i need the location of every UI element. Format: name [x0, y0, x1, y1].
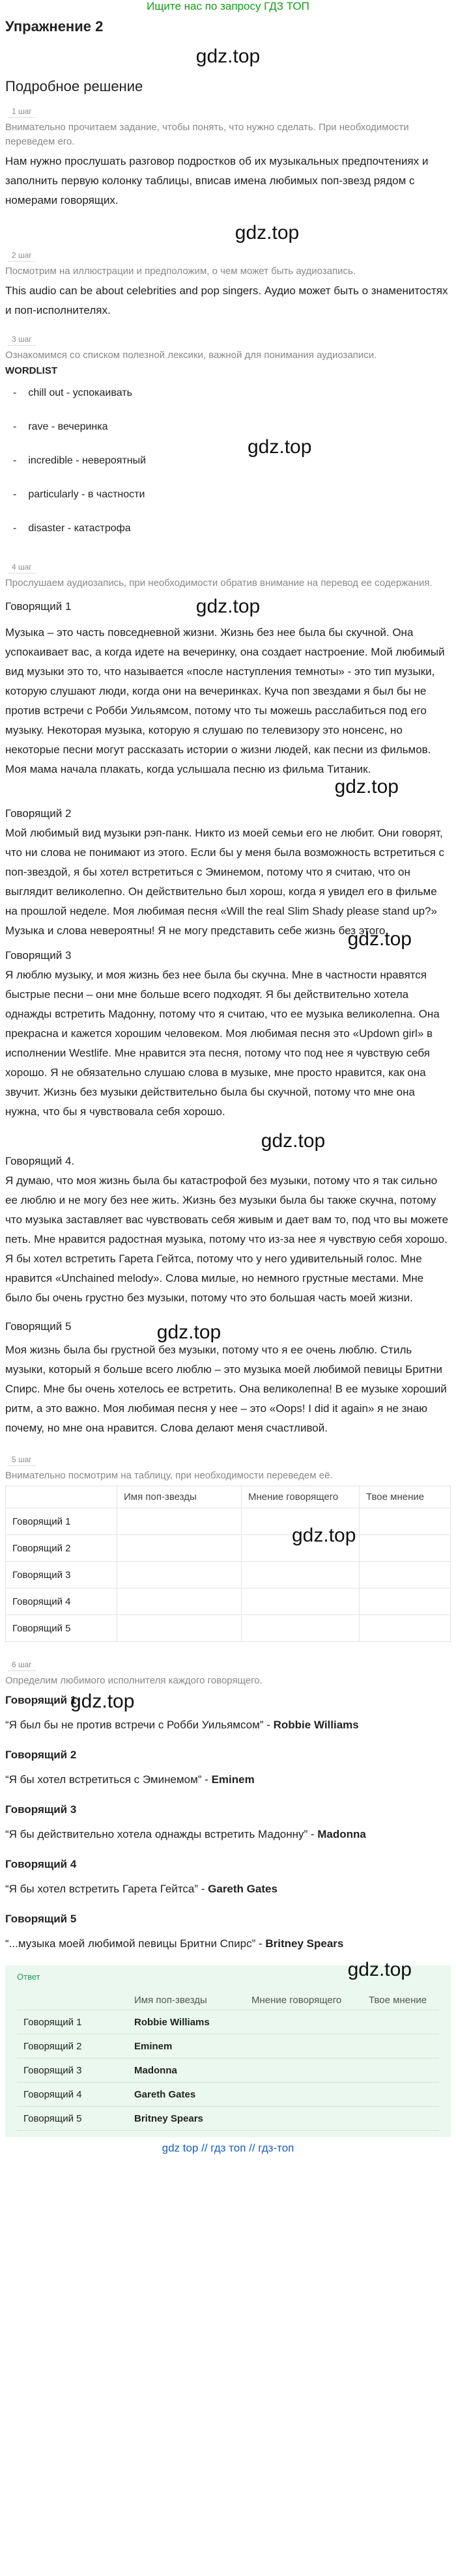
step-4	[5, 561, 451, 1438]
speaker-artist: Madonna	[317, 1828, 366, 1840]
speaker-answer: “...музыка моей любимой певицы Бритни Спирс” - Britney Spears	[5, 1937, 344, 1950]
speaker-label: Говорящий 3	[5, 1803, 77, 1816]
table-header	[17, 1991, 128, 2010]
table-cell: Говорящий 1	[17, 2010, 128, 2034]
top-banner-link[interactable]: Ищите нас по запросу ГДЗ ТОП	[147, 0, 309, 12]
bottom-banner-link[interactable]: gdz top // гдз топ // гдз-топ	[162, 2142, 294, 2154]
table-header-row	[17, 1991, 439, 2010]
speaker-quote: “Я был бы не против встречи с Робби Уильямсом”	[5, 1719, 264, 1731]
step-label: 2 шаг	[8, 249, 36, 262]
table-row	[17, 2010, 439, 2034]
table-cell: Говорящий 2	[17, 2034, 128, 2058]
table-cell: Говорящий 5	[6, 1615, 117, 1642]
watermark: gdz.top	[156, 1322, 221, 1343]
speaker-artist: Gareth Gates	[208, 1883, 278, 1895]
step-label: 5 шаг	[8, 1454, 36, 1466]
speaker-text: Я думаю, что моя жизнь была бы катастрофой без музыки, потому что я так сильно ее люблю и не могу без нее жить. Жизнь без музыки была бы также скучна, потому что музыка заставляет вас чувствовать себя живым и дает вам то, под что вы можете петь. Мне нравится радостная музыка, потому что из-за нее я чувствую себя хорошо. Я бы хотел встретить Гарета Гейтса, потому что у него удивительный голос. Мне нравится «Unchained melody». Слова милые, но немного грустные местами. Мне было бы очень грустно без музыки, потому что это большая часть моей жизни.	[5, 1174, 449, 1304]
table-cell: Говорящий 3	[6, 1562, 117, 1588]
table-cell: Madonna	[128, 2058, 245, 2083]
speaker-label: Говорящий 5	[5, 1913, 77, 1925]
step-hint: Ознакомимся со списком полезной лексики, важной для понимания аудиозаписи.	[5, 350, 377, 361]
section-title: Подробное решение	[5, 78, 143, 94]
speaker-label: Говорящий 3	[5, 949, 72, 962]
step-hint: Внимательно посмотрим на таблицу, при необходимости переведем её.	[5, 1470, 333, 1481]
step-hint: Посмотрим на иллюстрации и предположим, о чем может быть аудиозапись.	[5, 266, 356, 277]
speaker-quote: “Я бы хотел встретиться с Эминемом”	[5, 1773, 202, 1786]
table-cell: Говорящий 4	[6, 1588, 117, 1615]
table-header: Имя поп-звезды	[128, 1991, 245, 2010]
step-label: 4 шаг	[8, 561, 36, 574]
speaker-text: Музыка – это часть повседневной жизни. Жизнь без нее была бы скучной. Она успокаивает вас, а когда идете на вечеринку, она создает настроение. Мой любимый вид музыки это то, что называется «после наступления темноты» - это тип музыки, которую слушают люди, когда они на вечеринках. Куча поп звездами я был бы не против встречи с Робби Уильямсом, потому что ты можешь расслабиться под его музыку. Некоторая музыка, которую я слушаю по телевизору это нонсенс, но некоторые песни могут рассказать истории о жизни людей, как песни из фильмов. Моя мама начала плакать, когда услышала песню из фильма Титаник.	[5, 626, 445, 775]
wordlist-item: - disaster - катастрофа	[13, 512, 451, 546]
table-row	[17, 2034, 439, 2058]
speaker-label: Говорящий 4	[5, 1858, 77, 1870]
step-hint: Внимательно прочитаем задание, чтобы понять, что нужно сделать. При необходимости переведем его.	[5, 122, 409, 147]
watermark: gdz.top	[292, 1525, 356, 1546]
table-cell: Eminem	[128, 2034, 245, 2058]
step-hint: Прослушаем аудиозапись, при необходимости обратив внимание на перевод ее содержания.	[5, 577, 433, 589]
table-cell: Говорящий 2	[6, 1535, 117, 1562]
table-cell: Говорящий 5	[17, 2107, 128, 2131]
wordlist-heading: WORDLIST	[5, 365, 57, 376]
table-header: Твое мнение	[362, 1991, 439, 2010]
table-header: Мнение говорящего	[245, 1991, 362, 2010]
table-row	[17, 2107, 439, 2131]
speaker-quote: “...музыка моей любимой певицы Бритни Спирс”	[5, 1937, 256, 1950]
wordlist-item: - particularly - в частности	[13, 478, 451, 512]
watermark: gdz.top	[334, 776, 399, 797]
watermark: gdz.top	[195, 46, 261, 67]
watermark: gdz.top	[70, 1691, 135, 1712]
table-wrap	[5, 1486, 451, 1642]
table-cell: Говорящий 3	[17, 2058, 128, 2083]
table-cell: Говорящий 1	[6, 1508, 117, 1535]
step-2	[5, 249, 451, 320]
speaker-answer: “Я бы действительно хотела однажды встретить Мадонну” - Madonna	[5, 1828, 366, 1840]
watermark: gdz.top	[261, 1130, 326, 1152]
bottom-banner	[5, 2141, 451, 2155]
answer-section	[5, 1959, 451, 2137]
table-cell: Robbie Williams	[128, 2010, 245, 2034]
empty-table	[5, 1486, 451, 1642]
table-row	[6, 1508, 451, 1535]
table-row	[17, 2083, 439, 2107]
table-header-row	[6, 1486, 451, 1508]
table-header: Твое мнение	[360, 1486, 451, 1508]
speaker-label: Говорящий 1	[5, 600, 72, 613]
speaker-label: Говорящий 1	[5, 1694, 77, 1706]
table-header: Мнение говорящего	[242, 1486, 360, 1508]
table-cell: Gareth Gates	[128, 2083, 245, 2107]
watermark: gdz.top	[195, 596, 261, 617]
speaker-artist: Britney Spears	[265, 1937, 344, 1950]
table-row	[6, 1535, 451, 1562]
step-1	[5, 105, 451, 210]
wordlist-item: - incredible - невероятный	[13, 444, 451, 478]
speaker-text: Мой любимый вид музыки рэп-панк. Никто из моей семьи его не любит. Они говорят, что ни слова не понимают из этого. Если бы у меня была возможность встретиться с поп-звездой, я бы хотел встретиться с Эминемом, потому что я считаю, что он выглядит великолепно. Он действительно был хорош, когда я увидел его в фильме на прошлой неделе. Моя любимая песня «Will the real Slim Shady please stand up?» Музыка и слова невероятны! Я не могу представить себе жизнь без этого.	[5, 827, 445, 937]
speaker-answer: “Я был бы не против встречи с Робби Уильямсом” - Robbie Williams	[5, 1719, 359, 1731]
speaker-artist: Eminem	[211, 1773, 255, 1786]
table-row	[6, 1562, 451, 1588]
step-label: 3 шаг	[8, 333, 36, 346]
top-banner	[5, 0, 451, 13]
speaker-label: Говорящий 2	[5, 807, 72, 820]
table-cell: Britney Spears	[128, 2107, 245, 2131]
speaker-text: Моя жизнь была бы грустной без музыки, потому что я ее очень люблю. Стиль музыки, который я больше всего люблю – это музыка моей любимой певицы Бритни Спирс. Мне бы очень хотелось ее встретить. Она великолепна! В ее музыке хороший ритм, а это важно. Моя любимая песня у нее – это «Oops! I did it again» я не знаю почему, но мне она нравится. Слова делают меня счастливой.	[5, 1344, 447, 1434]
speaker-answer: “Я бы хотел встретиться с Эминемом” - Eminem	[5, 1773, 255, 1786]
wordlist	[5, 376, 451, 546]
watermark: gdz.top	[248, 436, 312, 458]
speaker-label: Говорящий 4.	[5, 1155, 75, 1167]
answer-box	[5, 1965, 451, 2137]
step-text: This audio can be about celebrities and pop singers. Аудио может быть о знаменитостях и поп-исполнителях.	[5, 284, 448, 316]
table-header: Имя поп-звезды	[117, 1486, 242, 1508]
answer-label: Ответ	[17, 1972, 40, 1982]
table-cell: Говорящий 4	[17, 2083, 128, 2107]
watermark: gdz.top	[347, 1959, 412, 1980]
step-hint: Определим любимого исполнителя каждого говорящего.	[5, 1675, 263, 1686]
table-row	[6, 1588, 451, 1615]
watermark: gdz.top	[235, 222, 300, 243]
speaker-quote: “Я бы хотел встретить Гарета Гейтса”	[5, 1883, 199, 1895]
speaker-label: Говорящий 5	[5, 1320, 72, 1333]
table-row	[6, 1615, 451, 1642]
step-label: 6 шаг	[8, 1659, 36, 1671]
table-row	[17, 2058, 439, 2083]
speaker-text: Я люблю музыку, и моя жизнь без нее была бы скучна. Мне в частности нравятся быстрые песни – они мне больше всего подходят. Я бы действительно хотела однажды встретить Мадонну, потому что я считаю, что ее музыка великолепна. Она прекрасна и кажется хорошим человеком. Моя любимая песня это «Updown girl» в исполнении Westlife. Мне нравится эта песня, потому что под нее я чувствую себя хорошо. Я не обязательно слушаю слова в музыке, мне просто нравится, как она звучит. Жизнь без музыки действительно была бы скучной, потому что мне она нужна, что бы я чувствовала себя хорошо.	[5, 969, 440, 1118]
page-title: Упражнение 2	[5, 18, 104, 35]
speaker-list	[5, 1691, 451, 1954]
step-6	[5, 1659, 451, 1954]
answer-table	[17, 1991, 439, 2131]
watermark: gdz.top	[347, 928, 412, 950]
table-header	[6, 1486, 117, 1508]
step-label: 1 шаг	[8, 105, 36, 118]
step-5	[5, 1454, 451, 1642]
speaker-answer: “Я бы хотел встретить Гарета Гейтса” - Gareth Gates	[5, 1883, 278, 1895]
wordlist-item: - chill out - успокаивать	[13, 376, 451, 410]
step-3	[5, 333, 451, 546]
step-text: Нам нужно прослушать разговор подростков об их музыкальных предпочтениях и заполнить первую колонку таблицы, вписав имена любимых поп-звезд рядом с номерами говорящих.	[5, 155, 429, 206]
speaker-artist: Robbie Williams	[273, 1719, 359, 1731]
wordlist-item: - rave - вечеринка	[13, 410, 451, 444]
speaker-label: Говорящий 2	[5, 1749, 77, 1761]
speaker-quote: “Я бы действительно хотела однажды встретить Мадонну”	[5, 1828, 308, 1840]
